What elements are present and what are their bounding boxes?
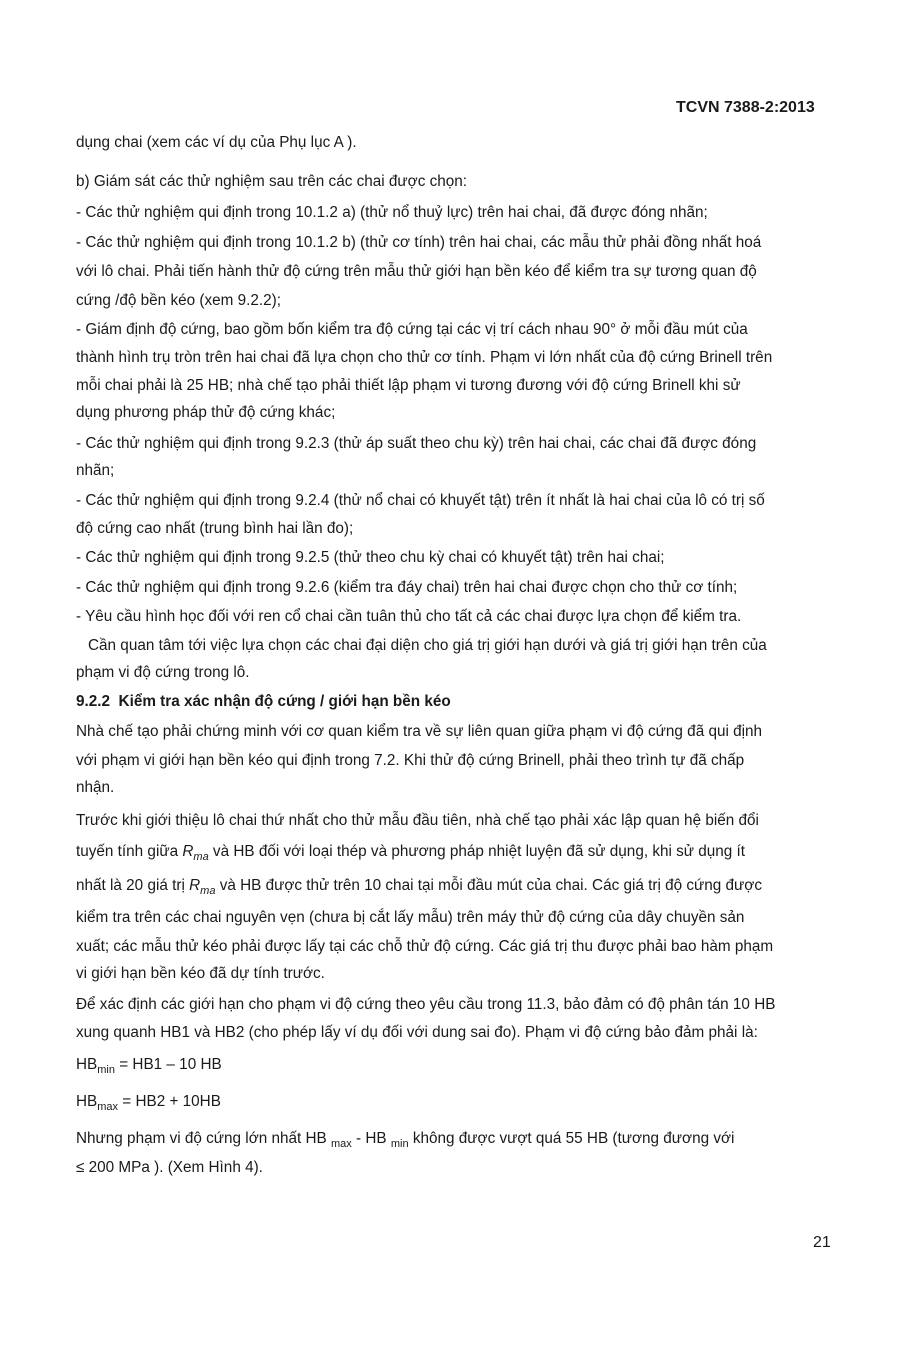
body-line: dụng chai (xem các ví dụ của Phụ lục A ). <box>76 134 357 151</box>
text: tuyến tính giữa <box>76 843 183 860</box>
body-line-hb-range: Nhưng phạm vi độ cứng lớn nhất HB $_{max}$ - HB $_{min}$ không được vượt quá 55 HB (tương đương với <box>76 1130 735 1151</box>
body-line: xung quanh HB1 và HB2 (cho phép lấy ví dụ đối với dung sai đo). Phạm vi độ cứng bảo đảm phải là: <box>76 1024 758 1041</box>
body-line: xuất; các mẫu thử kéo phải được lấy tại các chỗ thử độ cứng. Các giá trị thu được phải bao hàm phạm <box>76 938 774 955</box>
body-line: ≤ 200 MPa ). (Xem Hình 4). <box>76 1159 263 1176</box>
section-number: 9.2.2 <box>76 693 111 710</box>
text: và HB đối với loại thép và phương pháp nhiệt luyện đã sử dụng, khi sử dụng ít <box>208 843 746 860</box>
body-line: Nhà chế tạo phải chứng minh với cơ quan kiểm tra về sự liên quan giữa phạm vi độ cứng đã qui định <box>76 723 763 740</box>
body-line: mỗi chai phải là 25 HB; nhà chế tạo phải thiết lập phạm vi tương đương với độ cứng Brinell khi sử <box>76 377 741 394</box>
body-line-rma <box>76 876 762 901</box>
body-line: với lô chai. Phải tiến hành thử độ cứng trên mẫu thử giới hạn bền kéo để kiểm tra sự tương quan độ <box>76 263 757 280</box>
body-line: - Giám định độ cứng, bao gồm bốn kiểm tra độ cứng tại các vị trí cách nhau 90° ở mỗi đầu mút của <box>76 321 748 338</box>
body-line: - Các thử nghiệm qui định trong 10.1.2 a) (thử nổ thuỷ lực) trên hai chai, đã được đóng nhãn; <box>76 204 708 221</box>
body-line-rma <box>76 842 745 867</box>
section-title: Kiểm tra xác nhận độ cứng / giới hạn bền kéo <box>118 693 451 710</box>
page-number: 21 <box>813 1234 831 1251</box>
document-code: TCVN 7388-2:2013 <box>676 99 815 116</box>
body-line: - Các thử nghiệm qui định trong 9.2.6 (kiểm tra đáy chai) trên hai chai được chọn cho thử cơ tính; <box>76 579 738 596</box>
section-heading <box>76 692 451 712</box>
body-line: độ cứng cao nhất (trung bình hai lần đo); <box>76 520 354 537</box>
body-line: vi giới hạn bền kéo đã dự tính trước. <box>76 965 325 982</box>
body-line: Trước khi giới thiệu lô chai thứ nhất cho thử mẫu đầu tiên, nhà chế tạo phải xác lập quan hệ biến đổi <box>76 812 759 829</box>
body-line: thành hình trụ tròn trên hai chai đã lựa chọn cho thử cơ tính. Phạm vi lớn nhất của độ cứng Brinell trên <box>76 349 773 366</box>
body-line: - Yêu cầu hình học đối với ren cổ chai cần tuân thủ cho tất cả các chai được lựa chọn để kiểm tra. <box>76 608 742 625</box>
rma-symbol: $R_{ma}$ <box>182 843 209 864</box>
body-line: - Các thử nghiệm qui định trong 9.2.5 (thử theo chu kỳ chai có khuyết tật) trên hai chai; <box>76 549 665 566</box>
text: và HB được thử trên 10 chai tại mỗi đầu mút của chai. Các giá trị độ cứng được <box>215 877 762 894</box>
body-line: Cần quan tâm tới việc lựa chọn các chai đại diện cho giá trị giới hạn dưới và giá trị giới hạn trên của <box>88 637 767 654</box>
body-line: với phạm vi giới hạn bền kéo qui định trong 7.2. Khi thử độ cứng Brinell, phải theo trình tự đã chấp <box>76 752 745 769</box>
body-line: phạm vi độ cứng trong lô. <box>76 664 250 681</box>
formula-hb-max: $HB_{max} = HB2 + 10HB$ <box>76 1093 221 1114</box>
rma-symbol: $R_{ma}$ <box>189 877 216 898</box>
body-line: nhãn; <box>76 462 115 479</box>
body-line: - Các thử nghiệm qui định trong 9.2.3 (thử áp suất theo chu kỳ) trên hai chai, các chai đã được đóng <box>76 435 757 452</box>
body-line: b) Giám sát các thử nghiệm sau trên các chai được chọn: <box>76 173 468 190</box>
body-line: nhận. <box>76 779 115 796</box>
formula-hb-min: $HB_{min} = HB1 - 10$ HB <box>76 1056 222 1077</box>
body-line: dụng phương pháp thử độ cứng khác; <box>76 404 336 421</box>
body-line: - Các thử nghiệm qui định trong 9.2.4 (thử nổ chai có khuyết tật) trên ít nhất là hai chai của lô có trị số <box>76 492 765 509</box>
text: nhất là 20 giá trị <box>76 877 190 894</box>
body-line: kiểm tra trên các chai nguyên vẹn (chưa bị cắt lấy mẫu) trên máy thử độ cứng của dây chuyền sản <box>76 909 745 926</box>
body-line: - Các thử nghiệm qui định trong 10.1.2 b) (thử cơ tính) trên hai chai, các mẫu thử phải đồng nhất hoá <box>76 234 762 251</box>
body-line: cứng /độ bền kéo (xem 9.2.2); <box>76 292 281 309</box>
body-line: Để xác định các giới hạn cho phạm vi độ cứng theo yêu cầu trong 11.3, bảo đảm có độ phân tán 10 HB <box>76 996 776 1013</box>
